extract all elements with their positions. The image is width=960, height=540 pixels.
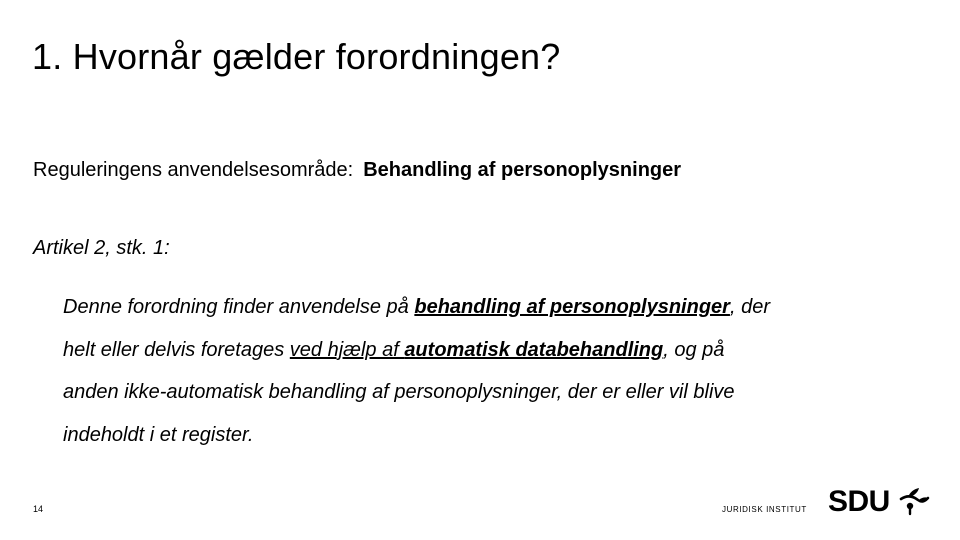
page-number: 14	[33, 504, 44, 514]
article-line-1	[63, 286, 933, 329]
sdu-logo-text: SDU	[828, 485, 890, 518]
article-text-segment: ved hjælp af	[289, 338, 405, 361]
underline-by-means	[290, 339, 663, 361]
article-text-segment: Denne forordning finder anvendelse på	[63, 296, 415, 318]
article-text-segment: , der	[729, 296, 770, 318]
article-heading: Artikel 2, stk. 1:	[33, 237, 170, 259]
article-text-segment: , og på	[663, 338, 725, 361]
article-line-4: indeholdt i et register.	[63, 423, 254, 446]
slide-title: 1. Hvornår gælder forordningen?	[32, 36, 561, 77]
scope-statement	[33, 159, 681, 182]
sdu-logo	[828, 484, 932, 520]
sdu-tree-leaf-icon	[898, 486, 930, 516]
emphasis-automatic-processing: automatisk databehandling	[404, 338, 664, 361]
article-line-3: anden ikke-automatisk behandling af personoplysninger, der er eller vil blive	[63, 381, 735, 403]
institute-name: JURIDISK INSTITUT	[722, 505, 807, 514]
article-line-2	[63, 329, 933, 372]
article-quote	[63, 286, 933, 456]
emphasis-processing-personal-data: behandling af personoplysninger	[414, 296, 730, 318]
article-text-segment: helt eller delvis foretages	[63, 338, 290, 361]
scope-label: Reguleringens anvendelsesområde:	[33, 159, 354, 181]
scope-value: Behandling af personoplysninger	[363, 159, 682, 181]
